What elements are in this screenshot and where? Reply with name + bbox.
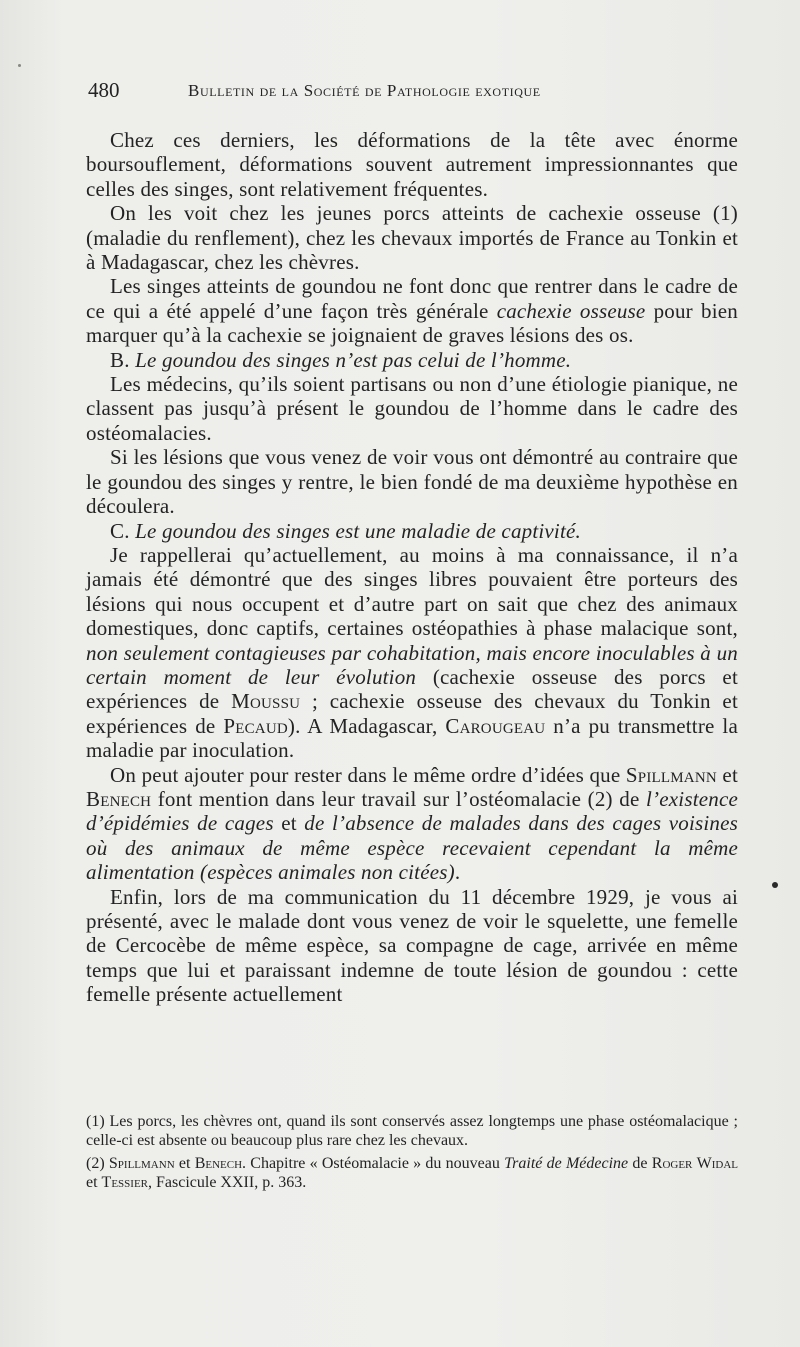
paragraph: Les singes atteints de goundou ne font donc que rentrer dans le cadre de ce qui a été appelé d’une façon très générale cachexie osseuse pour bien marquer qu’à la cachexie se joignaient de graves lésions des os. — [86, 274, 738, 348]
paragraph: Les médecins, qu’ils soient partisans ou non d’une étiologie pianique, ne classent pas jusqu’à présent le goundou de l’homme dans le cadre des ostéomalacies. — [86, 372, 738, 445]
footnotes — [86, 1112, 738, 1196]
footnote-2: (2) Spillmann et Benech. Chapitre « Ostéomalacie » du nouveau Traité de Médecine de Roger Widal et Tessier, Fascicule XXII, p. 363. — [86, 1155, 739, 1191]
running-title: Bulletin de la Société de Pathologie exotique — [188, 81, 541, 100]
page-number: 480 — [88, 78, 120, 102]
paragraph: On les voit chez les jeunes porcs atteints de cachexie osseuse (1) (maladie du renflement), chez les chevaux importés de France au Tonkin et à Madagascar, chez les chèvres. — [86, 201, 738, 275]
paragraph: Enfin, lors de ma communication du 11 décembre 1929, je vous ai présenté, avec le malade dont vous venez de voir le squelette, une femelle de Cercocèbe de même espèce, sa compagne de cage, arrivée en même temps que lui et paraissant indemne de toute lésion de goundou : cette femelle présente actuellement — [86, 884, 738, 1007]
footnote-1: (1) Les porcs, les chèvres ont, quand ils sont conservés assez longtemps une phase ostéomalacique ; celle-ci est absente ou beaucoup plus rare chez les chevaux. — [86, 1113, 738, 1149]
author-name: Benech — [86, 786, 152, 811]
body-text — [86, 128, 738, 1007]
print-speck — [772, 882, 778, 888]
page-header — [88, 78, 740, 108]
print-speck — [18, 64, 21, 67]
paragraph: Si les lésions que vous venez de voir vous ont démontré au contraire que le goundou des singes y rentre, le bien fondé de ma deuxième hypothèse en découlera. — [86, 445, 738, 519]
author-name: Carougeau — [445, 713, 546, 738]
author-name: Pecaud — [223, 713, 288, 738]
section-heading-b: B. Le goundou des singes n’est pas celui de l’homme. — [110, 347, 572, 372]
paragraph: On peut ajouter pour rester dans le même ordre d’idées que Spillmann et Benech font mention dans leur travail sur l’ostéomalacie (2) de l’existence d’épidémies de cages et de l’absence de malades dans des cages voisines où des animaux de même espèce recevaient cependant la même alimentation (espèces animales non citées). — [86, 762, 738, 885]
paragraph: Je rappellerai qu’actuellement, au moins à ma connaissance, il n’a jamais été démontré que des singes libres pouvaient être porteurs des lésions qui nous occupent et d’autre part on sait que chez des animaux domestiques, donc captifs, certaines ostéopathies à phase malacique sont, non seulement contagieuses par cohabitation, mais encore inoculables à un certain moment de leur évolution (cachexie osseuse des porcs et expériences de Moussu ; cachexie osseuse des chevaux du Tonkin et expériences de Pecaud). A Madagascar, Carougeau n’a pu transmettre la maladie par inoculation. — [86, 542, 738, 763]
section-heading-c: C. Le goundou des singes est une maladie de captivité. — [110, 518, 581, 543]
author-name: Spillmann — [625, 762, 717, 787]
paragraph: Chez ces derniers, les déformations de la tête avec énorme boursouflement, déformations souvent autrement impressionnantes que celles des singes, sont relativement fréquentes. — [86, 128, 738, 201]
author-name: Moussu — [231, 689, 301, 714]
